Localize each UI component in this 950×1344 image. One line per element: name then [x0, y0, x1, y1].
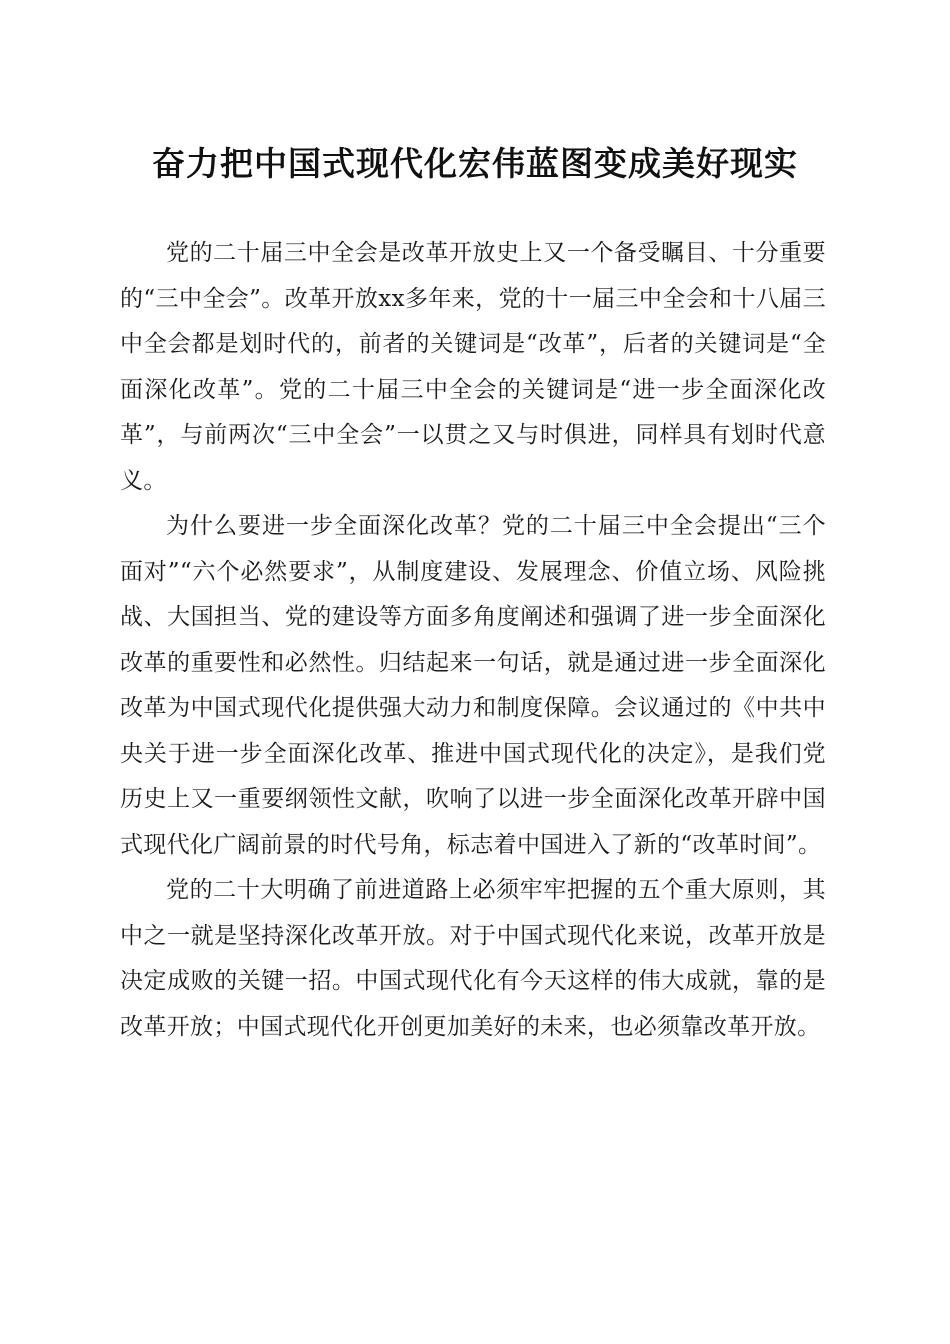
paragraph: 党的二十届三中全会是改革开放史上又一个备受瞩目、十分重要的“三中全会”。改革开放xx多年来，党的十一届三中全会和十八届三中全会都是划时代的，前者的关键词是“改革”，后者的关键词是“全面深化改革”。党的二十届三中全会的关键词是“进一步全面深化改革”，与前两次“三中全会”一以贯之又与时俱进，同样具有划时代意义。 — [120, 240, 826, 494]
paragraph: 为什么要进一步全面深化改革？党的二十届三中全会提出“三个面对”“六个必然要求”，从制度建设、发展理念、价值立场、风险挑战、大国担当、党的建设等方面多角度阐述和强调了进一步全面深化改革的重要性和必然性。归结起来一句话，就是通过进一步全面深化改革为中国式现代化提供强大动力和制度保障。会议通过的《中共中央关于进一步全面深化改革、推进中国式现代化的决定》，是我们党历史上又一重要纲领性文献，吹响了以进一步全面深化改革开辟中国式现代化广阔前景的时代号角，标志着中国进入了新的“改革时间”。 — [120, 513, 826, 858]
document-body — [120, 231, 826, 1050]
document-title: 奋力把中国式现代化宏伟蓝图变成美好现实 — [152, 144, 798, 183]
paragraph: 党的二十大明确了前进道路上必须牢牢把握的五个重大原则，其中之一就是坚持深化改革开放。对于中国式现代化来说，改革开放是决定成败的关键一招。中国式现代化有今天这样的伟大成就，靠的是改革开放；中国式现代化开创更加美好的未来，也必须靠改革开放。 — [120, 877, 826, 1040]
